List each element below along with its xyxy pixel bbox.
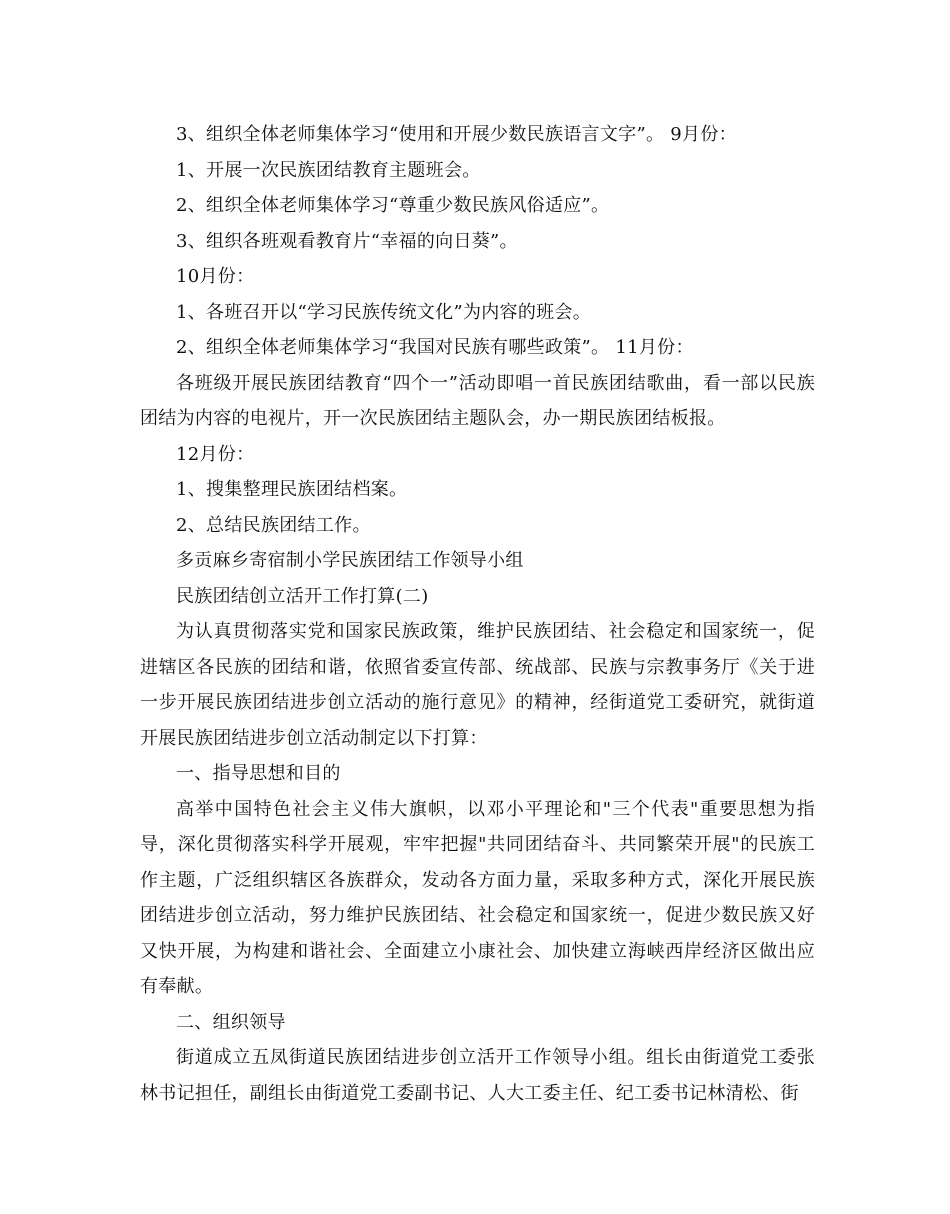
paragraph-10: 1、搜集整理民族团结档案。 [176, 479, 408, 500]
paragraph-8: 各班级开展民族团结教育“四个一”活动即唱一首民族团结歌曲，看一部以民族团结为内容的电视片，开一次民族团结主题队会，办一期民族团结板报。 [140, 372, 815, 429]
paragraph-2: 1、开展一次民族团结教育主题班会。 [176, 159, 481, 181]
paragraph-18: 街道成立五凤街道民族团结进步创立活开工作领导小组。组长由街道党工委张林书记担任，副组长由街道党工委副书记、人大工委主任、纪工委书记林清松、街 [140, 1047, 815, 1104]
paragraph-6: 1、各班召开以“学习民族传统文化”为内容的班会。 [176, 301, 592, 323]
paragraph-14: 为认真贯彻落实党和国家民族政策，维护民族团结、社会稳定和国家统一，促进辖区各民族的团结和谐，依照省委宣传部、统战部、民族与宗教事务厅《关于进一步开展民族团结进步创立活动的施行意见》的精神，经街道党工委研究，就街道开展民族团结进步创立活动制定以下打算： [140, 621, 815, 749]
paragraph-12: 多贡麻乡寄宿制小学民族团结工作领导小组 [176, 550, 524, 571]
paragraph-16: 高举中国特色社会主义伟大旗帜，以邓小平理论和"三个代表"重要思想为指导，深化贯彻落实科学开展观，牢牢把握"共同团结奋斗、共同繁荣开展"的民族工作主题，广泛组织辖区各族群众，发动各方面力量，采取多种方式，深化开展民族团结进步创立活动，努力维护民族团结、社会稳定和国家统一，促进少数民族又好又快开展，为构建和谐社会、全面建立小康社会、加快建立海峡西岸经济区做出应有奉献。 [140, 798, 815, 997]
paragraph-4: 3、组织各班观看教育片“幸福的向日葵”。 [176, 230, 518, 252]
document-body [140, 117, 815, 1111]
paragraph-13: 民族团结创立活开工作打算(二) [176, 585, 429, 607]
paragraph-3: 2、组织全体老师集体学习“尊重少数民族风俗适应”。 [176, 195, 610, 216]
paragraph-9: 12月份： [176, 443, 255, 465]
paragraph-7: 2、组织全体老师集体学习“我国对民族有哪些政策”。 11月份： [176, 337, 694, 358]
paragraph-11: 2、总结民族团结工作。 [176, 514, 371, 536]
paragraph-15: 一、指导思想和目的 [176, 763, 341, 784]
paragraph-5: 10月份： [176, 266, 255, 287]
paragraph-17: 二、组织领导 [176, 1011, 286, 1033]
paragraph-1: 3、组织全体老师集体学习“使用和开展少数民族语言文字”。 9月份： [176, 124, 737, 145]
